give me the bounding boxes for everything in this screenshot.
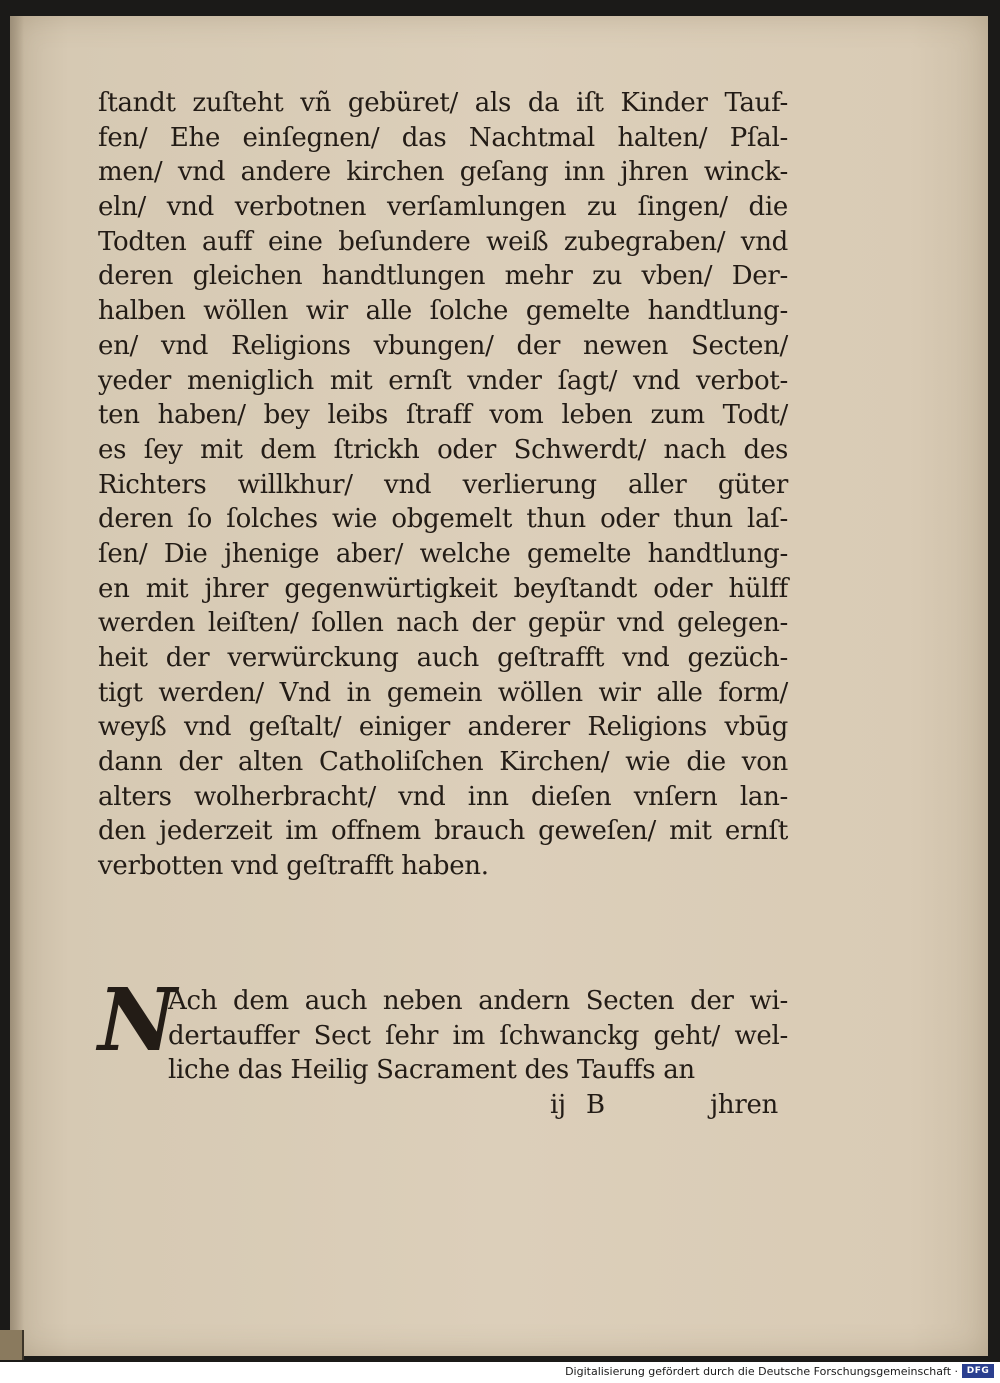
text-line: deren ſo ſolches wie obgemelt thun oder thun laſ-	[98, 504, 788, 535]
text-line: eln/ vnd verbotnen verſamlungen zu ſingen/ die	[98, 192, 788, 223]
text-line: den jederzeit im offnem brauch geweſen/ mit ernſt	[98, 816, 788, 847]
text-line: ten haben/ bey leibs ſtraff vom leben zum Todt/	[98, 400, 788, 431]
funding-credit: Digitalisierung gefördert durch die Deutsche Forschungsgemeinschaft ·	[565, 1365, 958, 1378]
text-line: tigt werden/ Vnd in gemein wöllen wir alle form/	[98, 677, 788, 708]
text-line: dann der alten Catholiſchen Kirchen/ wie die von	[98, 747, 788, 778]
text-line: yeder meniglich mit ernſt vnder ſagt/ vnd verbot-	[98, 365, 788, 396]
text-line: men/ vnd andere kirchen geſang inn jhren winck-	[98, 157, 788, 188]
paragraph-2-lines	[98, 984, 788, 1088]
page-gutter-shadow	[10, 16, 24, 1356]
paragraph-1	[98, 86, 788, 884]
text-line: heit der verwürckung auch geſtrafft vnd gezüch-	[98, 643, 788, 673]
text-line: ſtandt zuſteht vñ gebüret/ als da iſt Kinder Tauf-	[98, 88, 788, 118]
text-line: deren gleichen handtlungen mehr zu vben/ Der-	[98, 261, 788, 292]
dfg-logo[interactable]: DFG	[962, 1364, 994, 1378]
text-line: Richters willkhur/ vnd verlierung aller güter	[98, 469, 788, 500]
text-line: en mit jhrer gegenwürtigkeit beyſtandt oder hülff	[98, 573, 788, 604]
signature-letter: B	[586, 1090, 605, 1121]
text-line: Ach dem auch neben andern Secten der wi-	[168, 986, 788, 1016]
page-footer-line	[98, 1088, 788, 1123]
signature-mark: ij	[550, 1090, 566, 1121]
paragraph-2	[98, 970, 788, 1123]
text-line: ſen/ Die jhenige aber/ welche gemelte handtlung-	[98, 538, 788, 569]
text-line: weyß vnd geſtalt/ einiger anderer Religions vbūg	[98, 712, 788, 743]
text-line: halben wöllen wir alle ſolche gemelte handtlung-	[98, 296, 788, 327]
decorated-initial: N	[98, 970, 177, 1071]
text-line: liche das Heilig Sacrament des Tauffs an	[168, 1055, 695, 1086]
text-line: verbotten vnd geſtrafft haben.	[98, 851, 489, 882]
text-line: es ſey mit dem ſtrickh oder Schwerdt/ nach des	[98, 434, 788, 465]
text-line: werden leiſten/ ſollen nach der gepür vnd gelegen-	[98, 608, 788, 639]
catchword: jhren	[710, 1090, 778, 1121]
text-line: Todten auff eine beſundere weiß zubegraben/ vnd	[98, 226, 788, 257]
text-line: dertauffer Sect ſehr im ſchwanckg geht/ wel-	[168, 1020, 788, 1051]
text-line: en/ vnd Religions vbungen/ der newen Secten/	[98, 330, 788, 361]
page-corner-tab	[0, 1330, 24, 1360]
text-line: fen/ Ehe einſegnen/ das Nachtmal halten/ Pſal-	[98, 122, 788, 153]
text-line: alters wolherbracht/ vnd inn dieſen vnſern lan-	[98, 781, 788, 812]
